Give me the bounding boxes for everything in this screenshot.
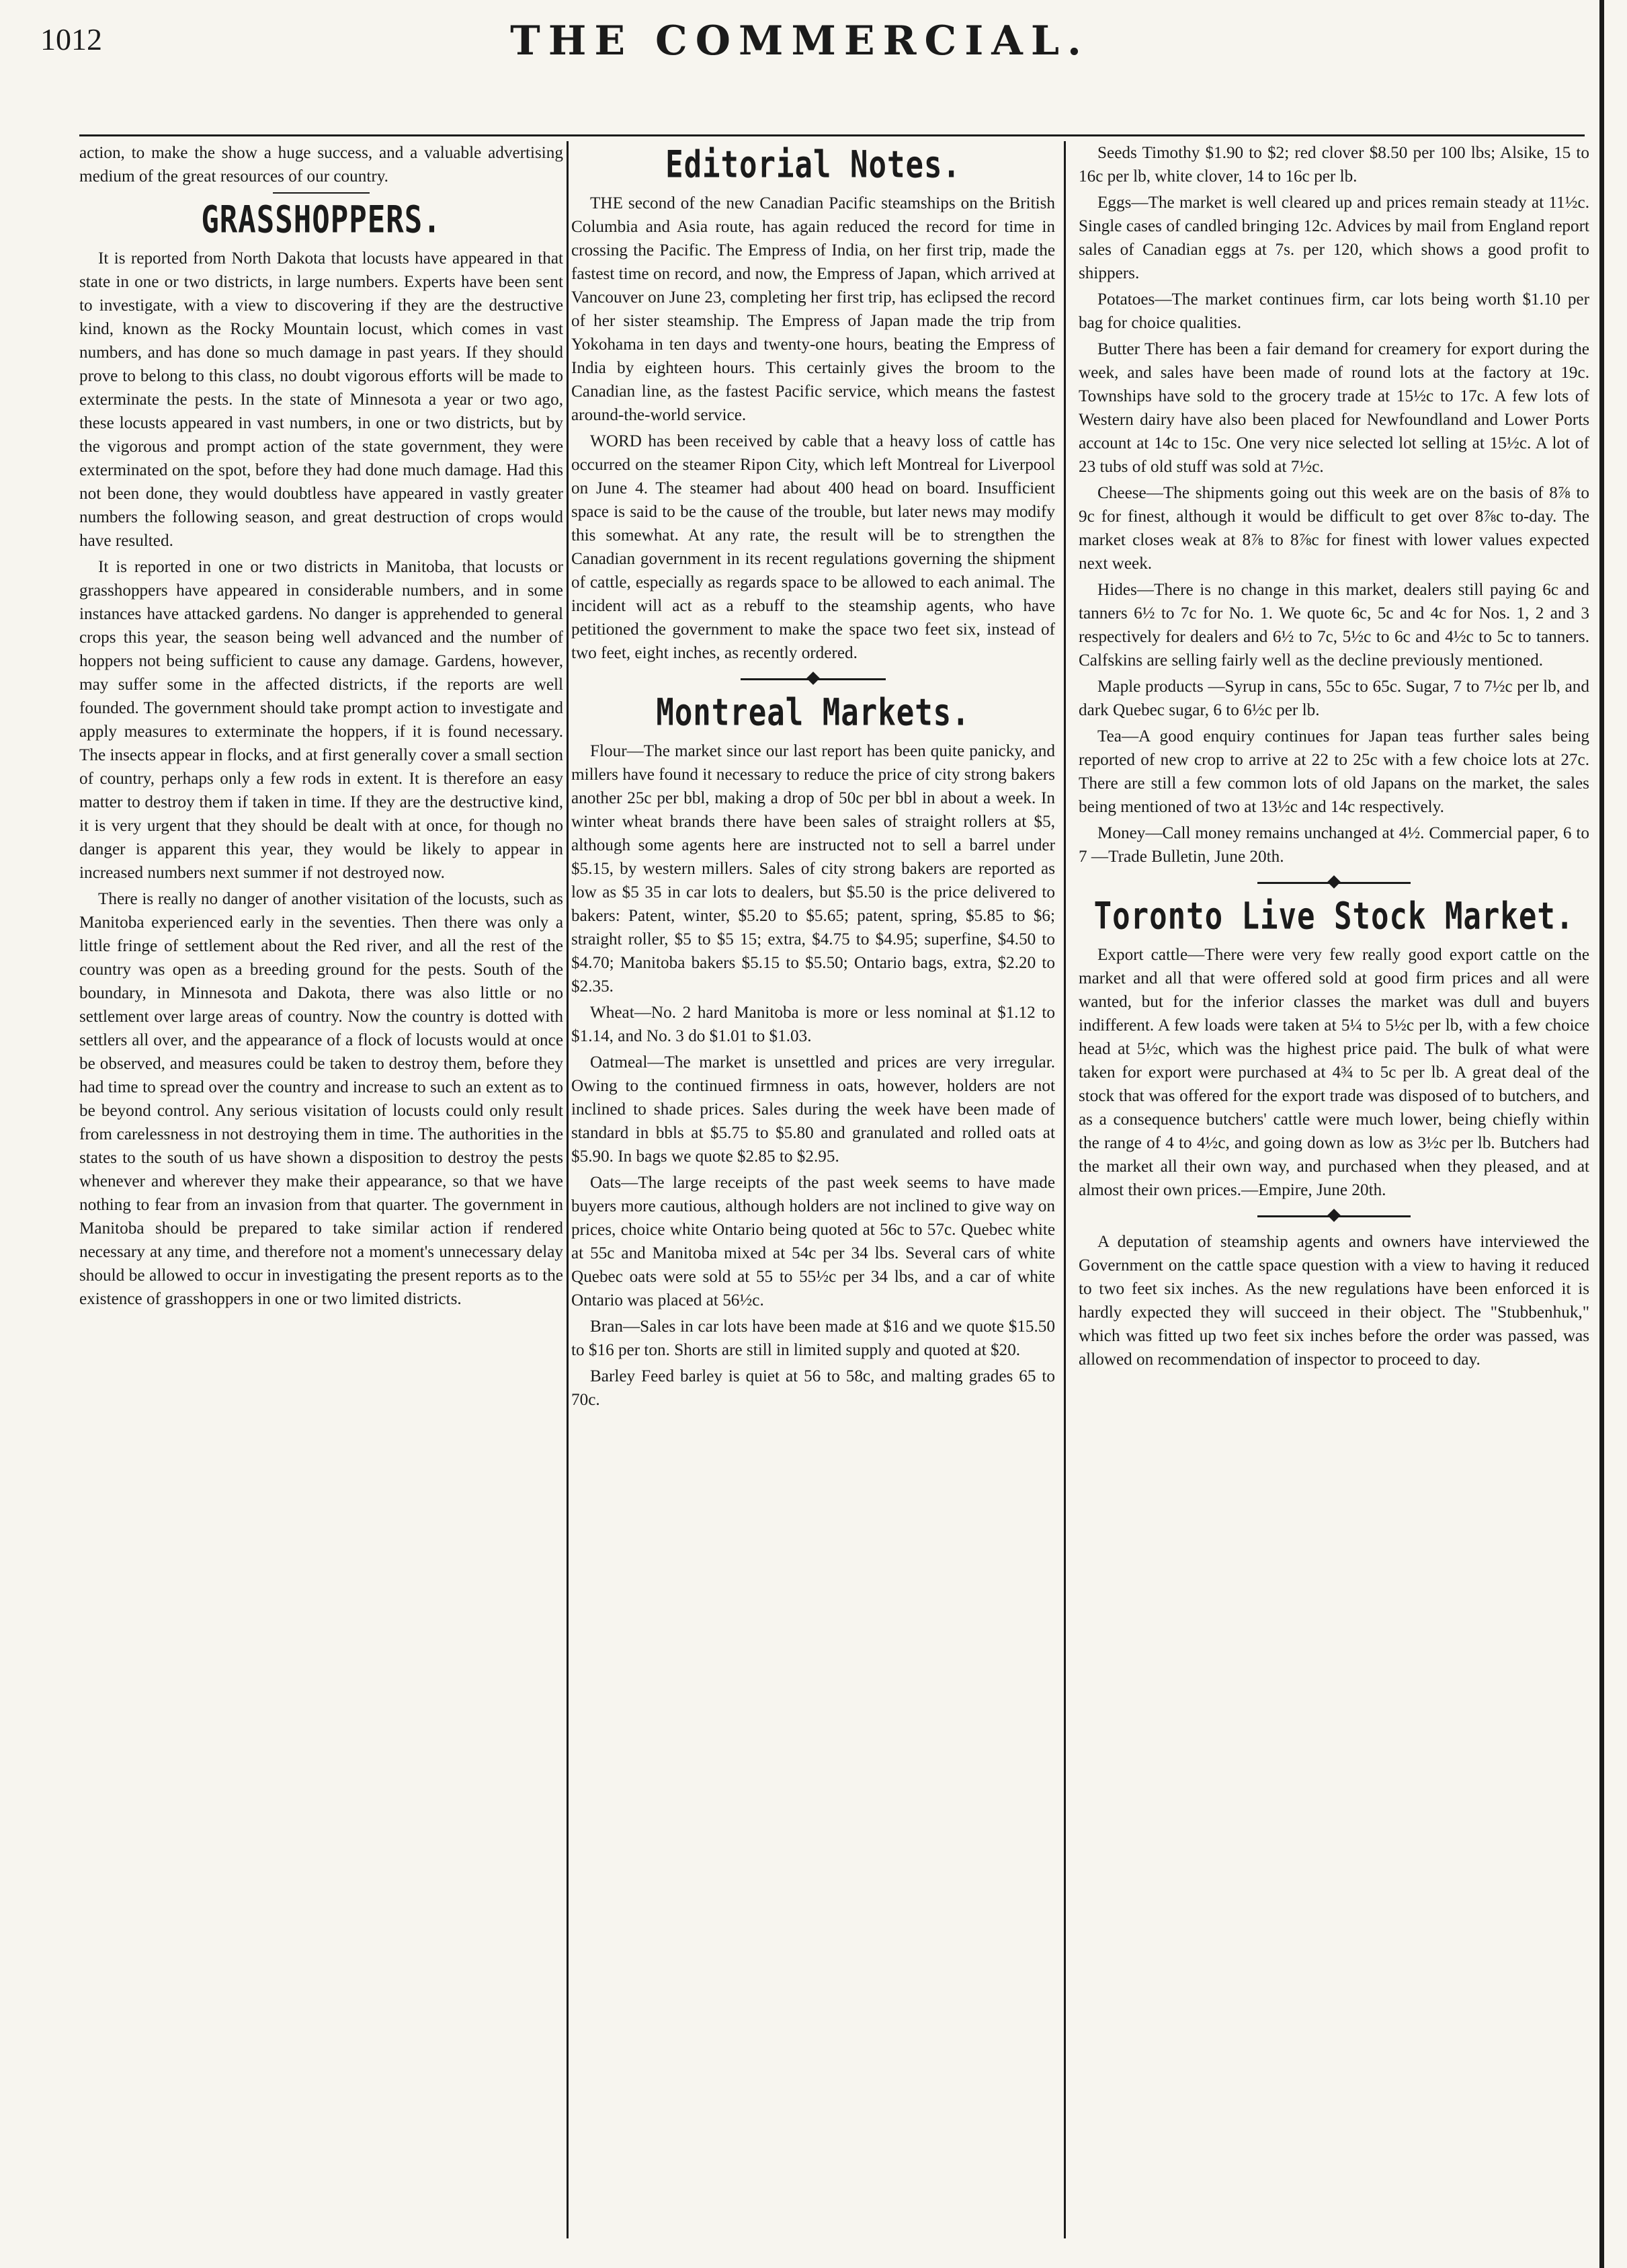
- paragraph: Flour—The market since our last report has been quite panicky, and millers have found it necessary to reduce the price of city strong bakers another 25c per bbl, making a drop of 50c per bbl in about a week. In winter wheat brands there have been sales of straight rollers at $5, although some agents here are instructed not to sell a barrel under $5.15, by western millers. Sales of city strong bakers are reported as low as $5 35 in car lots to dealers, but $5.50 is the price delivered to bakers: Patent, winter, $5.20 to $5.65; patent, spring, $5.85 to $6; straight roller, $5 to $5 15; extra, $4.75 to $4.95; superfine, $4.50 to $4.70; Manitoba bakers $5.15 to $5.50; Ontario bags, extra, $2.20 to $2.35.: [571, 742, 1055, 996]
- section-title-montreal-markets: Montreal Markets.: [656, 691, 970, 735]
- header-rule: [79, 134, 1585, 136]
- paragraph: Hides—There is no change in this market, dealers still paying 6c and tanners 6½ to 7c for No. 1. We quote 6c, 5c and 4c for Nos. 1, 2 and 3 respectively for dealers and 6½ to 7c, 5½c to 6c and 4½c to 5c to tanners. Calfskins are selling fairly well as the decline previously mentioned.: [1079, 581, 1589, 670]
- masthead: THE COMMERCIAL.: [510, 17, 1089, 65]
- paragraph: It is reported from North Dakota that locusts have appeared in that state in one or two districts, in large numbers. Experts have been sent to investigate, with a view to discovering if they are the destructive kind, known as the Rocky Mountain locust, which comes in vast numbers, and has done so much damage in past years. If they should prove to belong to this class, no doubt vigorous efforts will be made to exterminate the pests. In the state of Minnesota a year or two ago, these locusts appeared in vast numbers, in one or two districts, but by the vigorous and prompt action of the state government, they were exterminated on the spot, before they had done much damage. Had this not been done, they would doubtless have appeared in vastly greater numbers the following season, and great destruction of crops would have resulted.: [79, 249, 563, 550]
- paragraph: Export cattle—There were very few really good export cattle on the market and all that were offered sold at good firm prices and all were wanted, but for the inferior classes the market was dull and buyers indifferent. A few loads were taken at 5¼ to 5½c per lb, with a few choice head at 5½c, which was the highest price paid. The bulk of what were taken for export were purchased at 4¾ to 5c per lb. A great deal of the stock that was offered for the export trade was disposed of to butchers, and as a consequence butchers' cattle were much lower, being chiefly within the range of 4 to 4½c, and going down as low as 3½c per lb. Butchers had the market all their own way, and purchased when they pleased, and at almost their own prices.—Empire, June 20th.: [1079, 946, 1589, 1199]
- paragraph: WORD has been received by cable that a heavy loss of cattle has occurred on the steamer Ripon City, which left Montreal for Liverpool on June 4. The steamer had about 400 head on board. Insufficient space is said to be the cause of the trouble, but later news may modify this somewhat. At any rate, the result will be to strengthen the Canadian government in its recent regulations governing the shipment of cattle, especially as regards space to be allowed to each animal. The incident will act as a rebuff to the steamship agents, who have petitioned the government to make the space two feet six, instead of two feet, eight inches, as recently ordered.: [571, 432, 1055, 662]
- paragraph: Butter There has been a fair demand for creamery for export during the week, and sales have been made of round lots at the factory at 19c. Townships have sold to the grocery trade at 15½c to 17c. A few lots of Western dairy have also been placed for Newfoundland and Lower Ports account at 14c to 15c. One very nice selected lot selling at 15½c. A lot of 23 tubs of old stuff was sold at 7½c.: [1079, 340, 1589, 476]
- paragraph: Seeds Timothy $1.90 to $2; red clover $8.50 per 100 lbs; Alsike, 15 to 16c per lb, white clover, 14 to 16c per lb.: [1079, 144, 1589, 186]
- paragraph: Bran—Sales in car lots have been made at $16 and we quote $15.50 to $16 per ton. Shorts are still in limited supply and quoted at $20.: [571, 1318, 1055, 1359]
- page-header: [40, 15, 1559, 65]
- column-2: [571, 141, 1055, 1414]
- paragraph: Tea—A good enquiry continues for Japan teas further sales being reported of new crop to arrive at 22 to 25c with a few choice lots at 27c. There are still a few common lots of old Japans on the market, the sales being mentioned of two at 13½c and 14c respectively.: [1079, 727, 1589, 816]
- paragraph: Money—Call money remains unchanged at 4½. Commercial paper, 6 to 7 —Trade Bulletin, June 20th.: [1079, 824, 1589, 866]
- paragraph: Oatmeal—The market is unsettled and prices are very irregular. Owing to the continued firmness in oats, however, holders are not inclined to shade prices. Sales during the week have been made of standard in bbls at $5.75 to $5.80 and granulated and rolled oats at $5.90. In bags we quote $2.85 to $2.95.: [571, 1053, 1055, 1166]
- column-rule: [567, 141, 569, 2238]
- paragraph: Barley Feed barley is quiet at 56 to 58c, and malting grades 65 to 70c.: [571, 1367, 1055, 1409]
- page-number: 1012: [40, 22, 102, 56]
- article-title-grasshoppers: GRASSHOPPERS.: [201, 198, 442, 242]
- column-1: [79, 141, 563, 1313]
- column-3: [1079, 141, 1589, 1374]
- paragraph: Eggs—The market is well cleared up and prices remain steady at 11½c. Single cases of candled bringing 12c. Advices by mail from England report sales of Canadian eggs at 7s. per 120, which shows a good profit to shippers.: [1079, 194, 1589, 282]
- ornament-divider: [1079, 1206, 1589, 1226]
- article-continuation: action, to make the show a huge success, and a valuable advertising medium of the great resources of our country.: [79, 144, 563, 186]
- paragraph: It is reported in one or two districts in Manitoba, that locusts or grasshoppers have appeared in considerable numbers, and in some instances have attacked gardens. No danger is apprehended to general crops this year, the season being well advanced and the number of hoppers not being sufficient to cause any damage. Gardens, however, may suffer some in the affected districts, if the reports are well founded. The government should take prompt action to investigate and apply measures to exterminate the hoppers, if it is found necessary. The insects appear in flocks, and at first generally cover a small section of country, perhaps only a few rods in extent. It is therefore an easy matter to destroy them if taken in time. If they are the destructive kind, it is very urgent that they should be dealt with at once, for though no danger is apparent this year, they would be likely to appear in increased numbers next summer if not destroyed now.: [79, 558, 563, 882]
- ornament-divider: [571, 669, 1055, 689]
- paragraph: Wheat—No. 2 hard Manitoba is more or less nominal at $1.12 to $1.14, and No. 3 do $1.01 to $1.03.: [571, 1004, 1055, 1045]
- paragraph: Potatoes—The market continues firm, car lots being worth $1.10 per bag for choice qualities.: [1079, 290, 1589, 332]
- section-title-editorial-notes: Editorial Notes.: [665, 143, 961, 187]
- paragraph: A deputation of steamship agents and owners have interviewed the Government on the cattle space question with a view to having it reduced to two feet six inches. As the new regulations have been enforced it is hardly expected they will succeed in their object. The "Stubbenhuk," which was fitted up two feet six inches before the order was passed, was allowed on recommendation of inspector to proceed to day.: [1079, 1233, 1589, 1369]
- paragraph: Cheese—The shipments going out this week are on the basis of 8⅞ to 9c for finest, although it would be difficult to get over 8⅞c to-day. The market closes weak at 8⅞ to 8⅞c for finest with lower values expected next week.: [1079, 484, 1589, 573]
- section-title-toronto-live-stock: Toronto Live Stock Market.: [1093, 895, 1575, 938]
- paragraph: Oats—The large receipts of the past week seems to have made buyers more cautious, although holders are not inclined to give way on prices, choice white Ontario being quoted at 56c to 57c. Quebec white at 55c and Manitoba mixed at 54c per 34 lbs. Several cars of white Quebec oats were sold at 55 to 55½c per 34 lbs, and a car of white Ontario was placed at 56½c.: [571, 1174, 1055, 1309]
- paragraph: Maple products —Syrup in cans, 55c to 65c. Sugar, 7 to 7½c per lb, and dark Quebec sugar, 6 to 6½c per lb.: [1079, 678, 1589, 719]
- ornament-divider: [1079, 873, 1589, 893]
- column-rule: [1064, 141, 1066, 2238]
- page-edge-rule: [1599, 0, 1604, 2268]
- divider: [273, 192, 370, 194]
- paragraph: THE second of the new Canadian Pacific steamships on the British Columbia and Asia route, has again reduced the record for time in crossing the Pacific. The Empress of India, on her first trip, made the fastest time on record, and now, the Empress of Japan, which arrived at Vancouver on June 23, completing her first trip, has eclipsed the record of her sister steamship. The Empress of Japan made the trip from Yokohama in ten days and twenty-one hours, beating the Empress of India by eighteen hours. This certainly gives the broom to the Canadian line, as the fastest Pacific service, which means the fastest around-the-world service.: [571, 194, 1055, 424]
- paragraph: There is really no danger of another visitation of the locusts, such as Manitoba experienced early in the seventies. Then there was only a little fringe of settlement about the Red river, and all the rest of the country was open as a breeding ground for the pests. South of the boundary, in Minnesota and Dakota, there was also little or no settlement over large areas of country. Now the country is dotted with settlers all over, and the appearance of a flock of locusts would at once be observed, and measures could be taken to destroy them, before they had time to spread over the country and increase to such an extent as to be beyond control. Any serious visitation of locusts could only result from carelessness in not destroying them in time. The authorities in the states to the south of us have shown a disposition to destroy the pests whenever and wherever they make their appearance, so that we have nothing to fear from an invasion from that quarter. The government in Manitoba should be prepared to take similar action if rendered necessary at any time, and therefore not a moment's unnecessary delay should be allowed to occur in investigating the present reports as to the existence of grasshoppers in one or two limited districts.: [79, 890, 563, 1308]
